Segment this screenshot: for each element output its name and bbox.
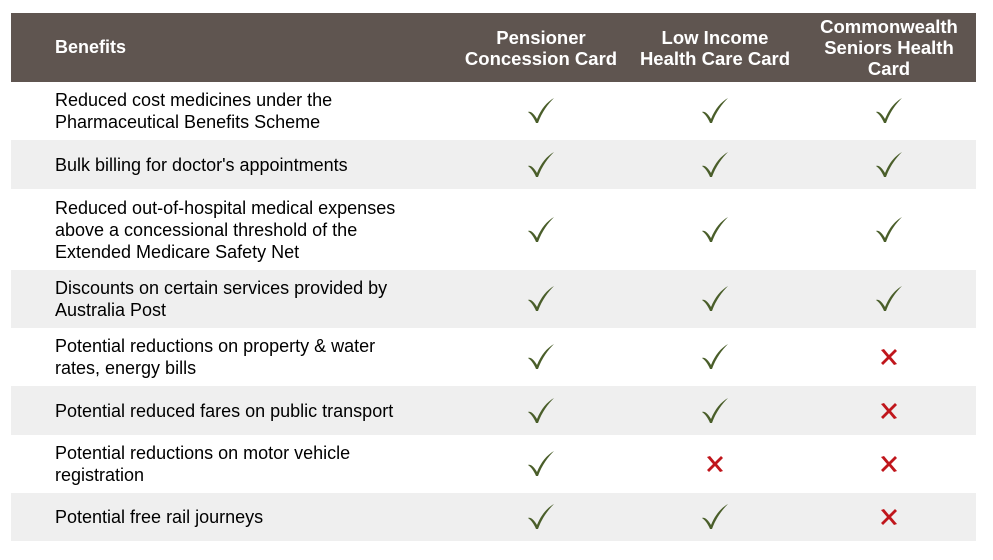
mark-cell-commonwealth-seniors-health: [802, 151, 976, 179]
table-row: [11, 140, 976, 189]
check-icon: [700, 216, 730, 244]
card-header-low-income-health-care: Low Income Health Care Card: [639, 26, 791, 69]
check-icon: [526, 216, 556, 244]
check-icon: [526, 285, 556, 313]
card-header-pensioner-concession: Pensioner Concession Card: [464, 26, 618, 69]
check-icon: [874, 285, 904, 313]
benefits-column-header: Benefits: [55, 37, 127, 57]
check-icon: [526, 397, 556, 425]
mark-cell-commonwealth-seniors-health: [802, 348, 976, 366]
mark-cell-low-income-health-care: [628, 97, 802, 125]
check-icon: [874, 97, 904, 125]
check-icon: [700, 151, 730, 179]
mark-cell-pensioner-concession: [454, 450, 628, 478]
mark-cell-low-income-health-care: [628, 285, 802, 313]
check-icon: [526, 503, 556, 531]
cross-icon: [705, 455, 725, 473]
benefit-label: Reduced out-of-hospital medical expenses above a concessional threshold of the Extended Medicare Safety Net: [55, 197, 396, 262]
mark-cell-pensioner-concession: [454, 503, 628, 531]
mark-cell-commonwealth-seniors-health: [802, 216, 976, 244]
benefit-label: Discounts on certain services provided by Australia Post: [55, 278, 388, 320]
check-icon: [700, 97, 730, 125]
cross-icon: [879, 402, 899, 420]
mark-cell-commonwealth-seniors-health: [802, 508, 976, 526]
mark-cell-commonwealth-seniors-health: [802, 455, 976, 473]
mark-cell-pensioner-concession: [454, 285, 628, 313]
mark-cell-low-income-health-care: [628, 397, 802, 425]
check-icon: [526, 343, 556, 371]
benefits-table: [11, 13, 976, 541]
check-icon: [700, 285, 730, 313]
benefit-label: Reduced cost medicines under the Pharmaceutical Benefits Scheme: [55, 90, 333, 132]
mark-cell-low-income-health-care: [628, 455, 802, 473]
table-row: [11, 328, 976, 386]
mark-cell-commonwealth-seniors-health: [802, 402, 976, 420]
check-icon: [874, 151, 904, 179]
check-icon: [526, 151, 556, 179]
cross-icon: [879, 455, 899, 473]
table-row: [11, 435, 976, 493]
mark-cell-pensioner-concession: [454, 151, 628, 179]
check-icon: [874, 216, 904, 244]
cross-icon: [879, 508, 899, 526]
table-row: [11, 493, 976, 541]
table-row: [11, 270, 976, 328]
mark-cell-pensioner-concession: [454, 216, 628, 244]
table-row: [11, 82, 976, 140]
benefit-label: Bulk billing for doctor's appointments: [55, 154, 348, 175]
check-icon: [526, 97, 556, 125]
check-icon: [526, 450, 556, 478]
mark-cell-pensioner-concession: [454, 397, 628, 425]
benefit-label: Potential reductions on property & water rates, energy bills: [55, 336, 376, 378]
cross-icon: [879, 348, 899, 366]
mark-cell-commonwealth-seniors-health: [802, 97, 976, 125]
card-header-commonwealth-seniors-health: Commonwealth Seniors Health Card: [820, 16, 958, 79]
benefit-label: Potential reductions on motor vehicle registration: [55, 443, 351, 485]
mark-cell-commonwealth-seniors-health: [802, 285, 976, 313]
mark-cell-low-income-health-care: [628, 343, 802, 371]
check-icon: [700, 343, 730, 371]
check-icon: [700, 503, 730, 531]
table-body: [11, 82, 976, 541]
table-row: [11, 189, 976, 270]
benefit-label: Potential free rail journeys: [55, 507, 264, 527]
mark-cell-low-income-health-care: [628, 216, 802, 244]
table-header: [11, 13, 976, 82]
check-icon: [700, 397, 730, 425]
table-row: [11, 386, 976, 435]
mark-cell-pensioner-concession: [454, 343, 628, 371]
mark-cell-pensioner-concession: [454, 97, 628, 125]
benefit-label: Potential reduced fares on public transport: [55, 400, 394, 421]
mark-cell-low-income-health-care: [628, 503, 802, 531]
mark-cell-low-income-health-care: [628, 151, 802, 179]
